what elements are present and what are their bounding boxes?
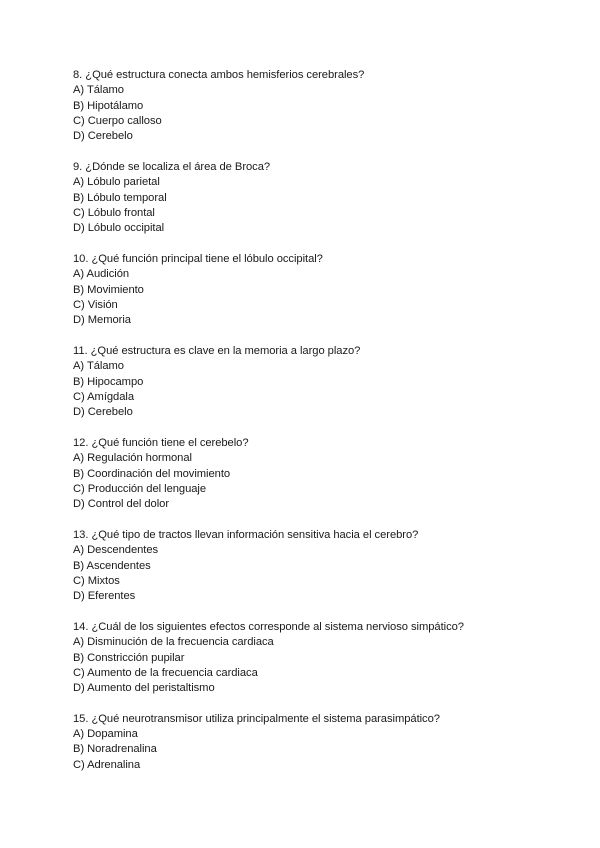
- question-text: 14. ¿Cuál de los siguientes efectos corresponde al sistema nervioso simpático?: [73, 620, 464, 633]
- question-text: 11. ¿Qué estructura es clave en la memoria a largo plazo?: [73, 344, 361, 357]
- question-11: [73, 344, 553, 420]
- option-a: A) Tálamo: [73, 84, 124, 97]
- question-text: 12. ¿Qué función tiene el cerebelo?: [73, 436, 249, 449]
- option-a: A) Audición: [73, 268, 130, 281]
- option-d: D) Cerebelo: [73, 406, 133, 419]
- question-13: [73, 528, 553, 604]
- option-c: C) Visión: [73, 298, 118, 311]
- option-b: B) Coordinación del movimiento: [73, 467, 231, 480]
- option-b: B) Noradrenalina: [73, 743, 157, 756]
- option-d: D) Control del dolor: [73, 498, 170, 511]
- question-8: [73, 68, 553, 144]
- option-b: B) Ascendentes: [73, 559, 151, 572]
- question-text: 13. ¿Qué tipo de tractos llevan información sensitiva hacia el cerebro?: [73, 528, 419, 541]
- option-c: C) Adrenalina: [73, 758, 141, 771]
- option-c: C) Cuerpo calloso: [73, 114, 162, 127]
- question-15: [73, 712, 553, 773]
- option-d: D) Aumento del peristaltismo: [73, 682, 215, 695]
- question-text: 10. ¿Qué función principal tiene el lóbulo occipital?: [73, 252, 323, 265]
- question-text: 9. ¿Dónde se localiza el área de Broca?: [73, 160, 271, 173]
- option-c: C) Producción del lenguaje: [73, 482, 207, 495]
- question-14: [73, 620, 553, 696]
- option-b: B) Hipocampo: [73, 375, 144, 388]
- question-9: [73, 160, 553, 236]
- option-c: C) Amígdala: [73, 390, 135, 403]
- option-c: C) Lóbulo frontal: [73, 206, 155, 219]
- option-b: B) Movimiento: [73, 283, 144, 296]
- option-a: A) Disminución de la frecuencia cardiaca: [73, 636, 274, 649]
- option-b: B) Hipotálamo: [73, 99, 144, 112]
- option-d: D) Eferentes: [73, 590, 136, 603]
- question-text: 8. ¿Qué estructura conecta ambos hemisferios cerebrales?: [73, 69, 365, 81]
- option-a: A) Tálamo: [73, 360, 124, 373]
- option-c: C) Aumento de la frecuencia cardiaca: [73, 666, 258, 679]
- option-a: A) Regulación hormonal: [73, 452, 192, 465]
- option-a: A) Lóbulo parietal: [73, 176, 160, 189]
- question-12: [73, 436, 553, 512]
- option-a: A) Descendentes: [73, 544, 159, 557]
- question-text: 15. ¿Qué neurotransmisor utiliza principalmente el sistema parasimpático?: [73, 712, 440, 725]
- option-d: D) Cerebelo: [73, 130, 133, 143]
- option-c: C) Mixtos: [73, 574, 120, 587]
- question-10: [73, 252, 553, 328]
- option-b: B) Constricción pupilar: [73, 651, 185, 664]
- document-page: [73, 68, 553, 789]
- option-b: B) Lóbulo temporal: [73, 191, 167, 204]
- option-a: A) Dopamina: [73, 728, 138, 741]
- option-d: D) Memoria: [73, 314, 131, 327]
- option-d: D) Lóbulo occipital: [73, 222, 165, 235]
